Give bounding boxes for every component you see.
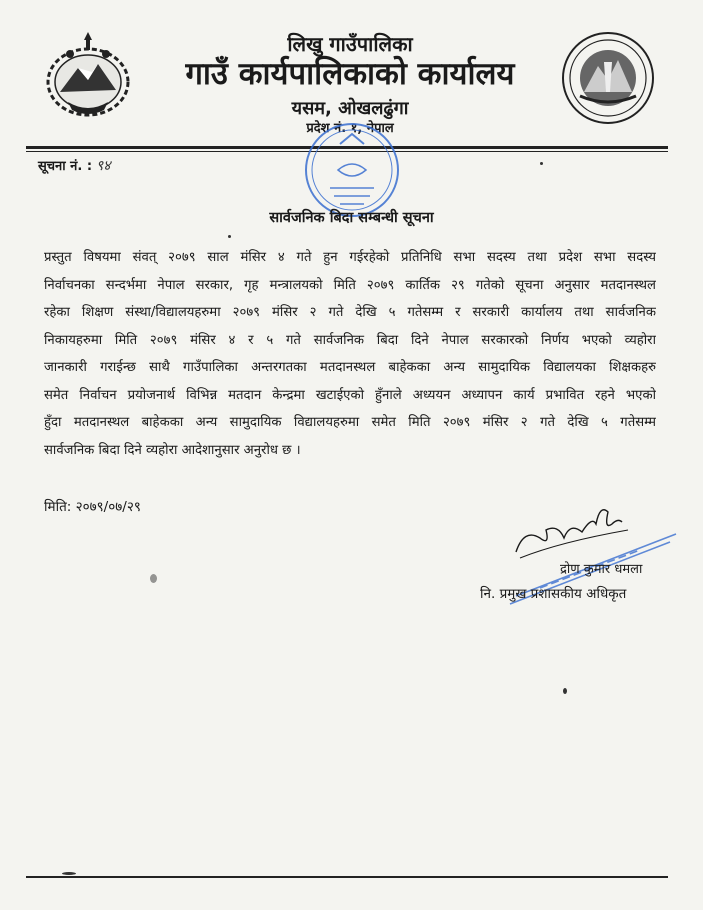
signatory-designation: नि. प्रमुख प्रशासकीय अधिकृत xyxy=(480,586,627,602)
municipality-seal-icon xyxy=(560,30,656,126)
scan-speck xyxy=(62,872,76,875)
body-line: निकायहरुमा मिति २०७९ मंसिर ४ र ५ गते सार्वजनिक बिदा दिने नेपाल सरकारको निर्णय भएको व्यहोरा xyxy=(44,332,656,348)
body-line: प्रस्तुत विषयमा संवत् २०७९ साल मंसिर ४ गते हुन गईरहेको प्रतिनिधि सभा सदस्य तथा प्रदेश सभा सदस्य xyxy=(44,250,656,265)
province-label: प्रदेश नं. १, नेपाल xyxy=(306,121,394,136)
signatory-name: द्रोण कुमार धमला xyxy=(560,562,643,577)
notice-number xyxy=(38,156,111,175)
notice-date: मिति: २०७९/०७/२९ xyxy=(44,499,141,515)
body-line: निर्वाचनका सन्दर्भमा नेपाल सरकार, गृह मन्त्रालयको मिति २०७९ कार्तिक २९ गतेको सूचना अनुसार मतदानस्थल xyxy=(44,277,656,293)
nepal-emblem-icon xyxy=(40,30,136,120)
office-location: यसम, ओखलढुंगा xyxy=(291,98,409,119)
office-name: गाउँ कार्यपालिकाको कार्यालय xyxy=(185,56,515,92)
municipality-name: लिखु गाउँपालिका xyxy=(287,32,413,56)
body-line: सार्वजनिक बिदा दिने व्यहोरा आदेशानुसार अनुरोध छ । xyxy=(44,442,301,458)
body-line: जानकारी गराईन्छ साथै गाउँपालिका अन्तरगतका मतदानस्थल बाहेकका अन्य सामुदायिक विद्यालयका शिक्षकहरु xyxy=(44,360,656,375)
notice-body xyxy=(44,244,656,464)
scan-speck xyxy=(228,235,231,238)
footer-rule xyxy=(26,876,668,878)
scan-speck xyxy=(563,688,567,694)
body-line: समेत निर्वाचन प्रयोजनार्थ विभिन्न मतदान केन्द्रमा खटाईएको हुँनाले अध्ययन अध्यापन कार्य प्रभावित रहने भएको xyxy=(44,387,656,403)
notice-title: सार्वजनिक बिदा सम्बन्धी सूचना xyxy=(269,210,434,226)
body-line: हुँदा मतदानस्थल बाहेकका अन्य सामुदायिक विद्यालयहरुमा समेत मिति २०७९ मंसिर २ गते देखि ५ गतेसम्म xyxy=(44,415,656,430)
scan-speck xyxy=(150,574,157,583)
notice-number-value: ९४ xyxy=(96,158,111,174)
scan-speck xyxy=(540,162,543,165)
notice-number-label: सूचना नं. : xyxy=(38,159,93,174)
body-line: रहेका शिक्षण संस्था/विद्यालयहरुमा २०७९ मंसिर २ गते देखि ५ गतेसम्म र सरकारी कार्यालय तथा सार्वजनिक xyxy=(44,305,656,320)
